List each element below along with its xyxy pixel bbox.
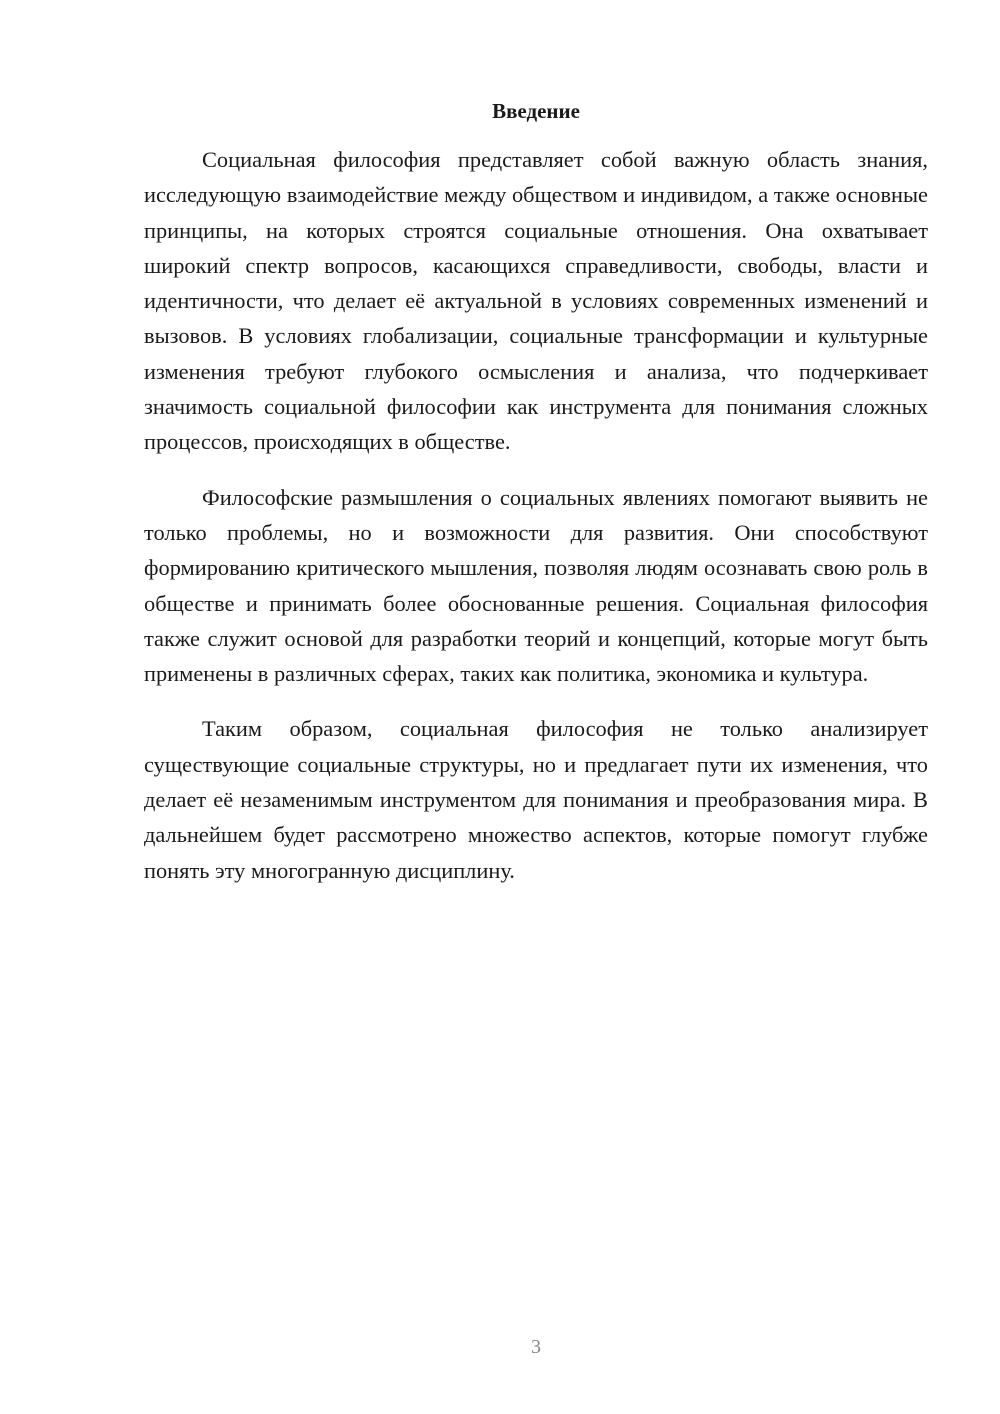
body-text (144, 142, 928, 908)
paragraph-3: Таким образом, социальная философия не только анализирует существующие социальные структуры, но и предлагает пути их изменения, что делает её незаменимым инструментом для понимания и преобразования мира. В дальнейшем будет рассмотрено множество аспектов, которые помогут глубже понять эту многогранную дисциплину. (144, 716, 928, 883)
paragraph-1: Социальная философия представляет собой важную область знания, исследующую взаимодействие между обществом и индивидом, а также основные принципы, на которых строятся социальные отношения. Она охватывает широкий спектр вопросов, касающихся справедливости, свободы, власти и идентичности, что делает её актуальной в условиях современных изменений и вызовов. В условиях глобализации, социальные трансформации и культурные изменения требуют глубокого осмысления и анализа, что подчеркивает значимость социальной философии как инструмента для понимания сложных процессов, происходящих в обществе. (144, 147, 928, 455)
page-number: 3 (531, 1336, 541, 1358)
paragraph-2: Философские размышления о социальных явлениях помогают выявить не только проблемы, но и возможности для развития. Они способствуют формированию критического мышления, позволяя людям осознавать свою роль в обществе и принимать более обоснованные решения. Социальная философия также служит основой для разработки теорий и концепций, которые могут быть применены в различных сферах, таких как политика, экономика и культура. (144, 484, 928, 687)
section-heading: Введение (492, 99, 580, 123)
